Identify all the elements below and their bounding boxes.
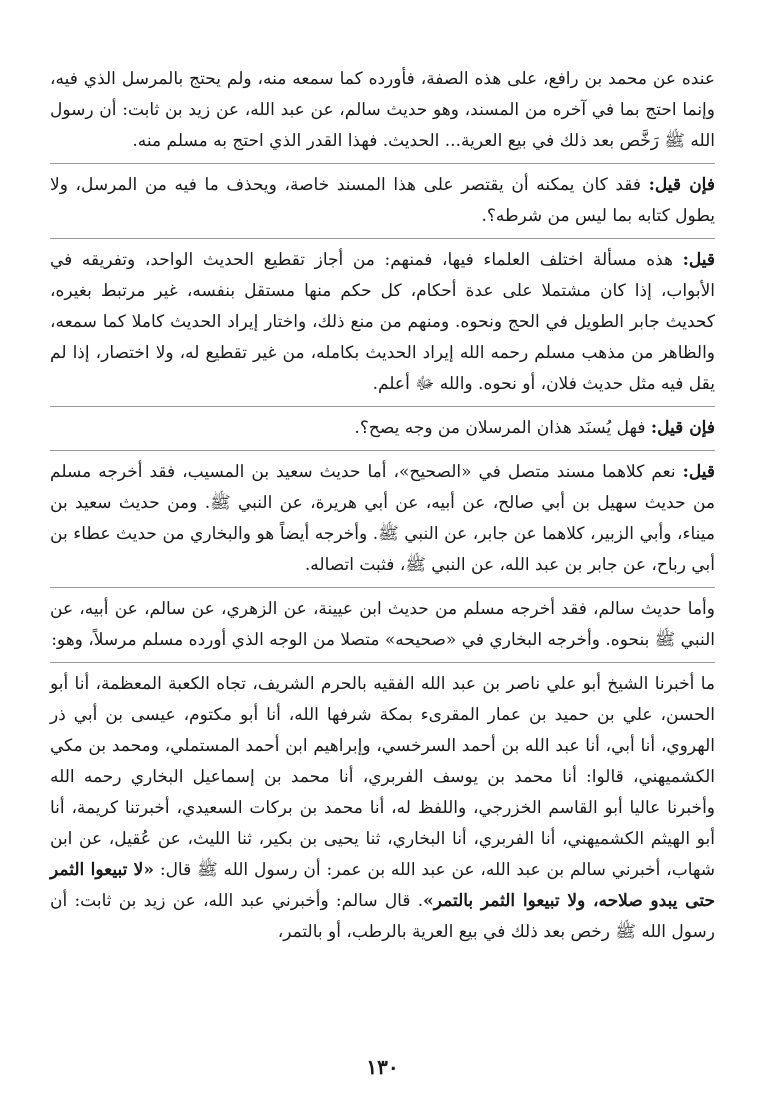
paragraph-1 xyxy=(50,60,715,157)
paragraph-3-text: هذه مسألة اختلف العلماء فيها، فمنهم: من أجاز تقطيع الحديث الواحد، وتفريقه في الأبواب، إذا كان مشتملا على عدة أحكام، كل حكم منها مستقل بنفسه، غير مرتبط بغيره، كحديث جابر الطويل في الحج ونحوه. ومنهم من منع ذلك، واختار إيراد الحديث كاملا كما سمعه، والظاهر من مذهب مسلم رحمه الله إيراد الحديث بكامله، من غير تقطيع له، ولا اختصار، إذا لم يقل فيه مثل حديث فلان، أو نحوه. والله ﷻ أعلم. xyxy=(50,250,715,394)
paragraph-3 xyxy=(50,238,715,400)
paragraph-2-text: فقد كان يمكنه أن يقتصر على هذا المسند خاصة، ويحذف ما فيه من المرسل، ولا يطول كتابه بما ليس من شرطه؟. xyxy=(50,175,715,226)
paragraph-6-text: وأما حديث سالم، فقد أخرجه مسلم من حديث ابن عيينة، عن الزهري، عن سالم، عن أبيه، عن النبي ﷺ بنحوه. وأخرجه البخاري في «صحيحه» متصلا من الوجه الذي أورده مسلم مرسلاً، وهو: xyxy=(50,599,715,650)
paragraph-7-text-before: ما أخبرنا الشيخ أبو علي ناصر بن عبد الله الفقيه بالحرم الشريف، تجاه الكعبة المعظمة، أنا أبو الحسن، علي بن حميد بن عمار المقرىء بمكة شرفها الله، أنا أبو مكتوم، عيسى بن أبي ذر الهروي، أنا أبي، أنا عبد الله بن أحمد السرخسي، وإبراهيم ابن أحمد المستملي، ومحمد بن مكي الكشميهني، قالوا: أنا محمد بن يوسف الفربري، أنا محمد بن إسماعيل البخاري رحمه الله وأخبرنا عاليا أبو القاسم الخزرجي، واللفظ له، أنا محمد بن بركات السعيدي، أخبرتنا كريمة، أنا أبو الهيثم الكشميهني، أنا الفربري، أنا البخاري، ثنا يحيى بن بكير، ثنا الليث، عن عُقيل، عن ابن شهاب، أخبرني سالم بن عبد الله، عن عبد الله بن عمر: أن رسول الله ﷺ قال: xyxy=(50,674,715,880)
hadith-quote: «لا تبيعوا الثمر حتى يبدو صلاحه، ولا تبيعوا الثمر بالتمر» xyxy=(50,860,715,911)
paragraph-3-lead: قيل: xyxy=(682,250,715,270)
paragraph-4-text: فهل يُسنَد هذان المرسلان من وجه يصح؟. xyxy=(354,418,651,438)
paragraph-5-text: نعم كلاهما مسند متصل في «الصحيح»، أما حديث سعيد بن المسيب، فقد أخرجه مسلم من حديث سهيل بن أبي صالح، عن أبيه، عن أبي هريرة، عن النبي ﷺ. ومن حديث سعيد بن ميناء، وأبي الزبير، كلاهما عن جابر، عن النبي ﷺ. وأخرجه أيضاً هو والبخاري من حديث عطاء بن أبي رباح، عن جابر بن عبد الله، عن النبي ﷺ، فثبت اتصاله. xyxy=(50,462,715,575)
page-number: ١٣٠ xyxy=(366,1055,399,1079)
paragraph-4 xyxy=(50,406,715,444)
paragraph-2-lead: فإن قيل: xyxy=(648,175,715,195)
paragraph-1-text: عنده عن محمد بن رافع، على هذه الصفة، فأورده كما سمعه منه، ولم يحتج بالمرسل الذي فيه، وإنما احتج بما في آخره من المسند، وهو حديث سالم، عن عبد الله، عن زيد بن ثابت: أن رسول الله ﷺ رَخَّص بعد ذلك في بيع العرية... الحديث. فهذا القدر الذي احتج به مسلم منه. xyxy=(50,69,715,151)
paragraph-7-text-after: . قال سالم: وأخبرني عبد الله، عن زيد بن ثابت: أن رسول الله ﷺ رخص بعد ذلك في بيع العرية بالرطب، أو بالتمر، xyxy=(50,891,715,942)
paragraph-5-lead: قيل: xyxy=(682,462,715,482)
paragraph-7 xyxy=(50,662,715,948)
paragraph-4-lead: فإن قيل: xyxy=(650,418,715,438)
paragraph-6 xyxy=(50,587,715,656)
paragraph-2 xyxy=(50,163,715,232)
paragraph-5 xyxy=(50,450,715,581)
